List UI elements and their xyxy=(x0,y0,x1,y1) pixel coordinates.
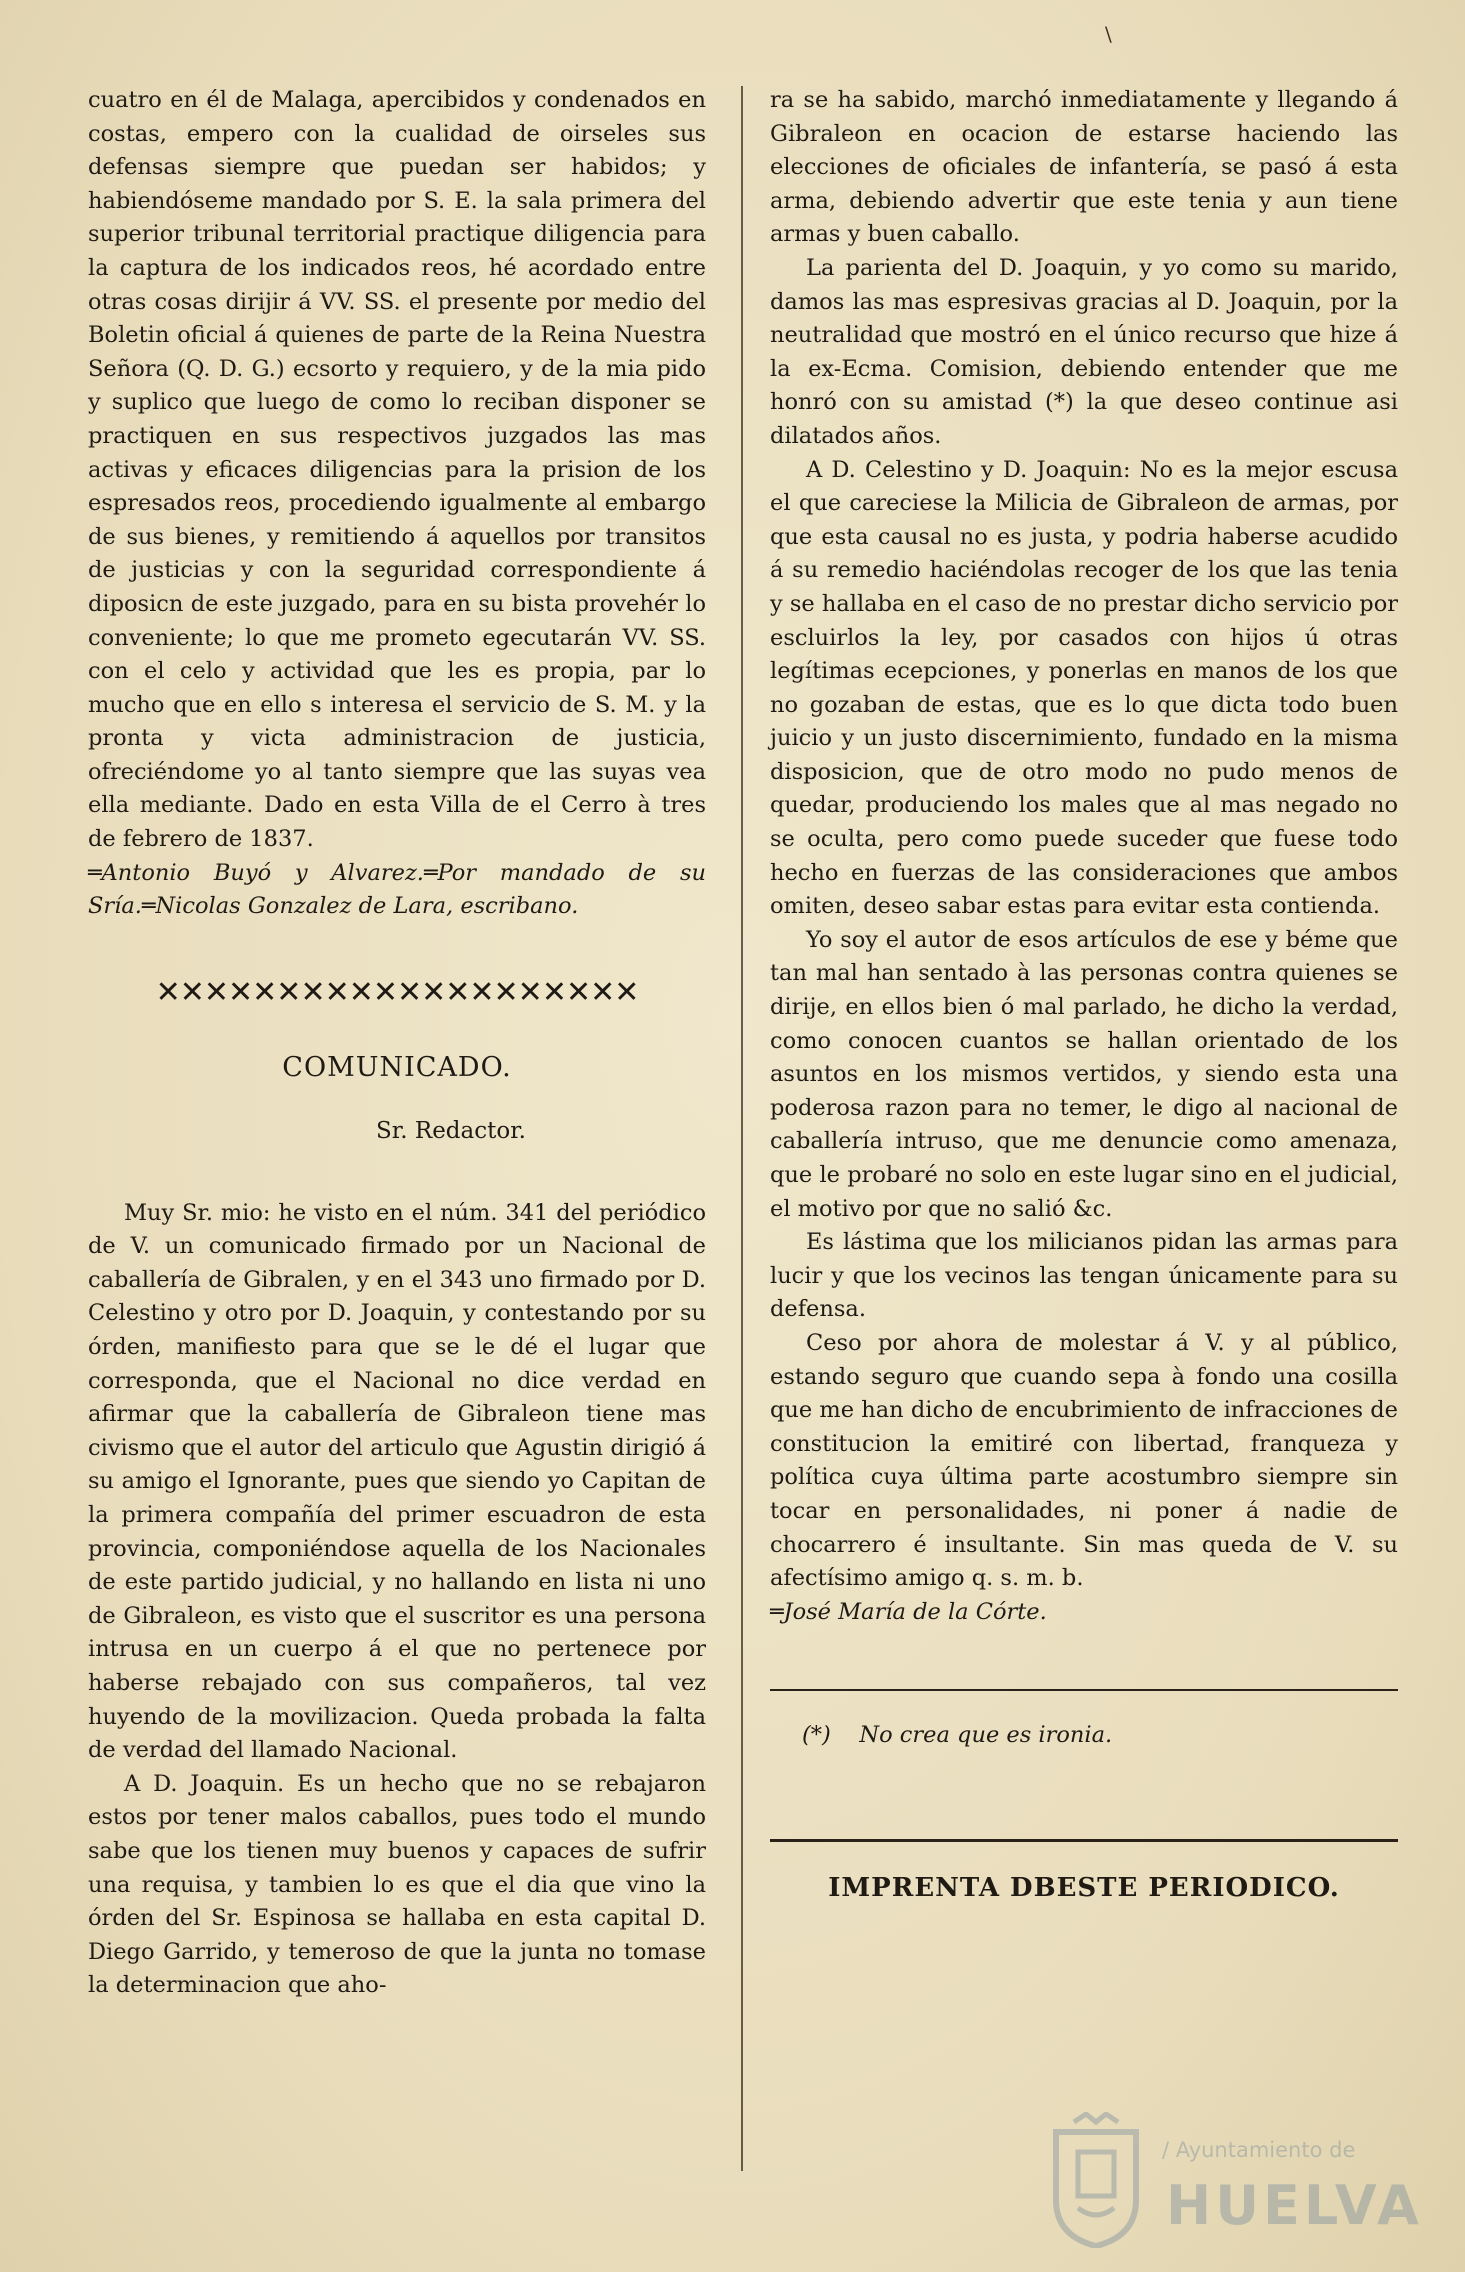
column-divider xyxy=(741,86,743,2171)
letter-paragraph-4: La parienta del D. Joaquin, y yo como su marido, damos las mas espresivas gracias al D. Joaquin, por la neutralidad que mostró en el único recurso que hize á la ex-Ecma. Comision, debiendo entender que me honró con su amistad (*) la que deseo continue asi dilatados años. xyxy=(770,254,1398,449)
section-heading: COMUNICADO. xyxy=(282,1052,512,1084)
letter-paragraph-1: Muy Sr. mio: he visto en el núm. 341 del periódico de V. un comunicado firmado por un Nacional de caballería de Gibralen, y en el 343 uno firmado por D. Celestino y otro por D. Joaquin, y contestando por su órden, manifiesto para que se le dé el lugar que corresponda, que el Nacional no dice verdad en afirmar que la caballería de Gibraleon tiene mas civismo que el autor del articulo que Agustin dirigió á su amigo el Ignorante, pues que siendo yo Capitan de la primera compañía del primer escuadron de esta provincia, componiéndose aquella de los Nacionales de este partido judicial, y no hallando en lista ni uno de Gibraleon, es visto que el suscritor es una persona intrusa en un cuerpo á el que no pertenece por haberse rebajado con sus compañeros, tal vez huyendo de la movilizacion. Queda probada la falta de verdad del llamado Nacional. xyxy=(88,1199,706,1764)
letter-paragraph-3: ra se ha sabido, marchó inmediatamente y llegando á Gibraleon en ocacion de estarse haciendo las elecciones de oficiales de infantería, se pasó á esta arma, debiendo advertir que este tenia y aun tiene armas y buen caballo. xyxy=(770,87,1398,248)
left-column xyxy=(88,84,706,2003)
letter-paragraph-2: A D. Joaquin. Es un hecho que no se rebajaron estos por tener malos caballos, pues todo el mundo sabe que los tienen muy buenos y capaces de sufrir una requisa, y tambien lo es que el dia que vino la órden del Sr. Espinosa se hallaba en esta capital D. Diego Garrido, y temeroso de que la junta no tomase la determinacion que aho- xyxy=(88,1770,706,1999)
letter-paragraph-6: Yo soy el autor de esos artículos de ese y béme que tan mal han sentado à las personas contra quienes se dirije, en ellos bien ó mal parlado, he dicho la verdad, como conocen cuantos se hallan orientado de los asuntos en los mismos vertidos, y siendo esta una poderosa razon para no temer, le digo al nacional de caballería intruso, que me denuncie como amenaza, que le probaré no solo en este lugar sino en el judicial, el motivo por que no salió &c. xyxy=(770,926,1398,1222)
watermark-subtitle: / Ayuntamiento de xyxy=(1162,2138,1356,2162)
salutation: Sr. Redactor. xyxy=(376,1118,526,1145)
coat-of-arms-icon xyxy=(1048,2112,1144,2248)
decree-paragraph: cuatro en él de Malaga, apercibidos y condenados en costas, empero con la cualidad de oirseles sus defensas siempre que puedan ser habidos; y habiendóseme mandado por S. E. la sala primera del superior tribunal territorial practique diligencia para la captura de los indicados reos, hé acordado entre otras cosas dirijir á VV. SS. el presente por medio del Boletin oficial á quienes de parte de la Reina Nuestra Señora (Q. D. G.) ecsorto y requiero, y de la mia pido y suplico que luego de como lo reciban disponer se practiquen en sus respectivos juzgados las mas activas y eficaces diligencias para la prision de los espresados reos, procediendo igualmente al embargo de sus bienes, y remitiendo á aquellos por transitos de justicias y con la seguridad correspondiente á diposicn de este juzgado, para en su bista provehér lo conveniente; lo que me prometo egecutarán VV. SS. con el celo y actividad que les es propia, par lo mucho que en ello s interesa el servicio de S. M. y la pronta y victa administracion de justicia, ofreciéndome yo al tanto siempre que las suyas vea ella mediante. Dado en esta Villa de el Cerro à tres de febrero de 1837. xyxy=(88,87,706,853)
decree-signature: ═Antonio Buyó y Alvarez.═Por mandado de su Sría.═Nicolas Gonzalez de Lara, escribano. xyxy=(88,859,706,920)
footnote-rule xyxy=(770,1689,1398,1691)
letter-paragraph-5: A D. Celestino y D. Joaquin: No es la mejor escusa el que careciese la Milicia de Gibraleon de armas, por que esta causal no es justa, y podria haberse acudido á su remedio haciéndolas recoger de los que las tenia y se hallaba en el caso de no prestar dicho servicio por escluirlos la ley, por casados con hijos ú otras legítimas ecepciones, y ponerlas en manos de los que no gozaban de estas, que es lo que dicta todo buen juicio y un justo discernimiento, fundado en la misma disposicion, que de otro modo no pudo menos de quedar, produciendo los males que al mas negado no se oculta, pero como puede suceder que fuese todo hecho en fuerzas de las consideraciones que ambos omiten, deseo sabar estas para evitar esta contienda. xyxy=(770,456,1399,920)
watermark-title: HUELVA xyxy=(1166,2174,1423,2237)
archive-watermark xyxy=(1048,2108,1423,2258)
letter-signature: ═José María de la Córte. xyxy=(770,1598,1047,1625)
footnote xyxy=(770,1719,1398,1753)
ornamental-divider: ✕✕✕✕✕✕✕✕✕✕✕✕✕✕✕✕✕✕✕✕ xyxy=(155,975,639,1010)
letter-paragraph-7: Es lástima que los milicianos pidan las armas para lucir y que los vecinos las tengan únicamente para su defensa. xyxy=(770,1229,1398,1323)
imprint-rule xyxy=(770,1839,1398,1842)
page-mark: \ xyxy=(1105,22,1112,46)
right-column xyxy=(770,84,1398,1906)
imprint-line: IMPRENTA DBESTE PERIODICO. xyxy=(828,1872,1340,1903)
footnote-mark: (*) xyxy=(802,1722,831,1749)
letter-paragraph-8: Ceso por ahora de molestar á V. y al público, estando seguro que cuando sepa à fondo una cosilla que me han dicho de encubrimiento de infracciones de constitucion la emitiré con libertad, franqueza y política cuya última parte acostumbro siempre sin tocar en personalidades, ni poner á nadie de chocarrero é insultante. Sin mas queda de V. su afectísimo amigo q. s. m. b. xyxy=(770,1329,1398,1592)
footnote-text: No crea que es ironia. xyxy=(859,1722,1113,1749)
